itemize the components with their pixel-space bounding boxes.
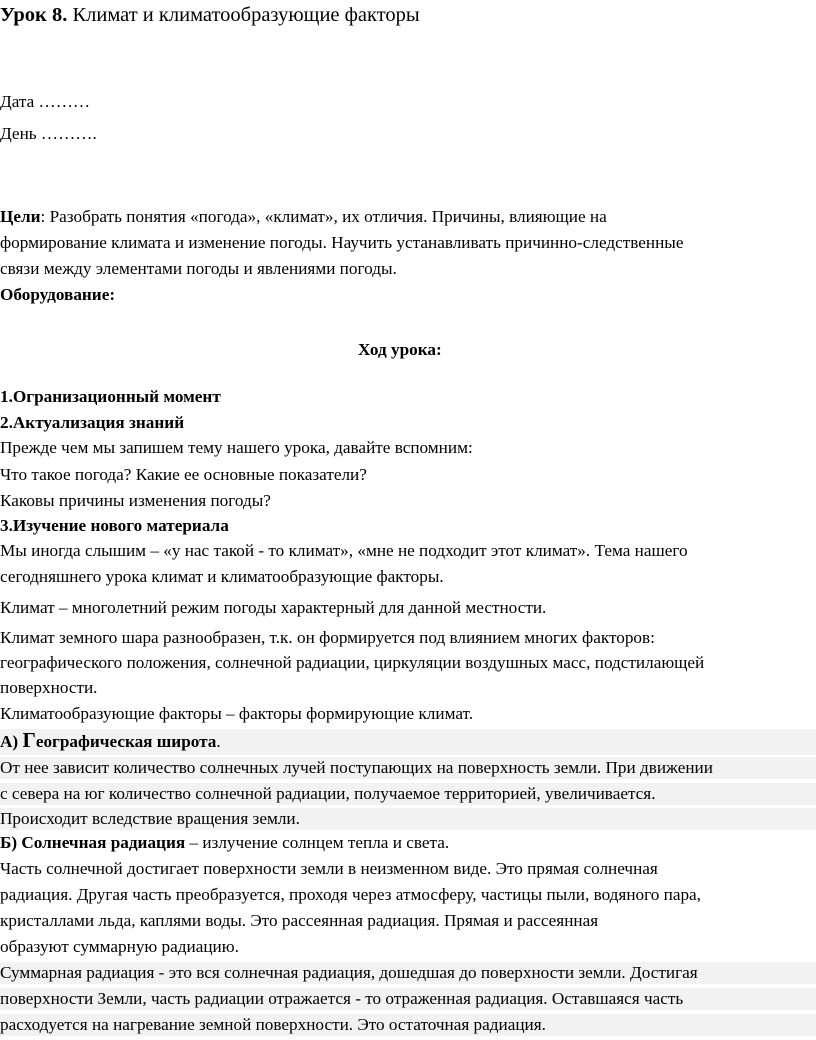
goals-line-2: формирование климата и изменение погоды. Научить устанавливать причинно-следственные — [0, 233, 684, 252]
goals-line-3: связи между элементами погоды и явлениями погоды. — [0, 259, 397, 278]
section-3-heading: 3.Изучение нового материала — [0, 516, 229, 535]
paragraph-latitude-1: От нее зависит количество солнечных лучей поступающих на поверхность земли. При движении — [0, 757, 816, 779]
paragraph-radiation-1: Часть солнечной достигает поверхности земли в неизменном виде. Это прямая солнечная — [0, 859, 658, 878]
section-2-heading: 2.Актуализация знаний — [0, 413, 185, 432]
factor-b-definition: – излучение солнцем тепла и света. — [185, 833, 450, 852]
factor-a-heading — [0, 729, 816, 755]
date-line: Дата ……… — [0, 92, 91, 111]
factor-b-heading — [0, 832, 449, 854]
paragraph-intro-1: Мы иногда слышим – «у нас такой - то климат», «мне не подходит этот климат». Тема нашего — [0, 541, 688, 560]
paragraph-intro-2: сегодняшнего урока климат и климатообразующие факторы. — [0, 567, 444, 586]
paragraph-latitude-2: с севера на юг количество солнечной радиации, получаемое территорией, увеличивается. — [0, 783, 816, 805]
paragraph-diversity-1: Климат земного шара разнообразен, т.к. он формируется под влиянием многих факторов: — [0, 628, 655, 647]
factor-b-title: Б) Солнечная радиация — [0, 833, 186, 852]
equipment-heading: Оборудование: — [0, 285, 116, 304]
factor-a-initial: Г — [22, 728, 36, 752]
factors-definition: Климатообразующие факторы – факторы формирующие климат. — [0, 704, 474, 723]
goals-line-1 — [0, 206, 607, 228]
goals-label: Цели — [0, 207, 41, 226]
lesson-number: Урок 8. — [0, 4, 68, 26]
paragraph-radiation-3: кристаллами льда, каплями воды. Это рассеянная радиация. Прямая и рассеянная — [0, 911, 599, 930]
paragraph-diversity-2: географического положения, солнечной радиации, циркуляции воздушных масс, подстилающей — [0, 653, 705, 672]
lesson-topic: Климат и климатообразующие факторы — [67, 4, 420, 26]
goals-text-1: : Разобрать понятия «погода», «климат», их отличия. Причины, влияющие на — [40, 207, 607, 226]
paragraph-latitude-3: Происходит вследствие вращения земли. — [0, 808, 816, 830]
page-title — [0, 4, 420, 26]
paragraph-total-2: поверхности Земли, часть радиации отражается - то отраженная радиация. Оставшаяся часть — [0, 988, 816, 1010]
paragraph-radiation-2: радиация. Другая часть преобразуется, проходя через атмосферу, частицы пыли, водяного пара, — [0, 885, 701, 904]
course-heading: Ход урока: — [358, 340, 442, 359]
climate-definition: Климат – многолетний режим погоды характерный для данной местности. — [0, 598, 547, 617]
paragraph-total-3: расходуется на нагревание земной поверхности. Это остаточная радиация. — [0, 1014, 816, 1036]
question-weather: Что такое погода? Какие ее основные показатели? — [0, 465, 367, 484]
section-1-heading: 1.Огранизационный момент — [0, 387, 221, 406]
factor-a-title: еографическая широта — [35, 732, 217, 751]
question-causes: Каковы причины изменения погоды? — [0, 491, 271, 510]
factor-a-dot: . — [216, 732, 221, 751]
paragraph-recall: Прежде чем мы запишем тему нашего урока, давайте вспомним: — [0, 438, 473, 457]
factor-a-prefix: А) — [0, 732, 23, 751]
paragraph-radiation-4: образуют суммарную радиацию. — [0, 937, 239, 956]
paragraph-diversity-3: поверхности. — [0, 678, 98, 697]
day-line: День ………. — [0, 124, 97, 143]
paragraph-total-1: Суммарная радиация - это вся солнечная радиация, дошедшая до поверхности земли. Достигая — [0, 962, 816, 984]
